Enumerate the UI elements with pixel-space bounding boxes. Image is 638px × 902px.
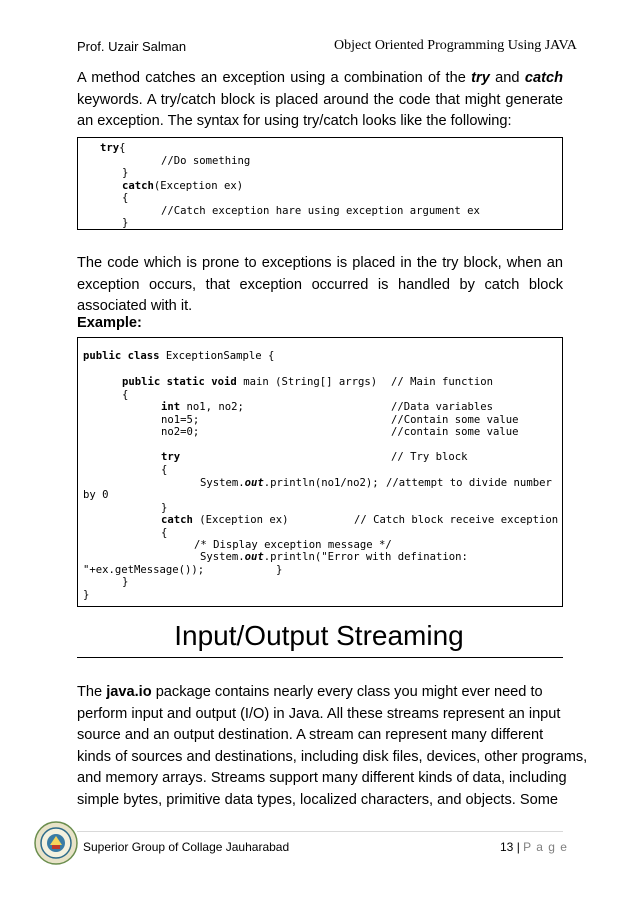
- header-course-title: Object Oriented Programming Using JAVA: [334, 38, 577, 53]
- intro-paragraph: A method catches an exception using a combination of the try and catch keywords. A try/catch block is placed around the code that might generate an exception. The syntax for using try/catch looks like the following:: [77, 70, 563, 130]
- header-author: Prof. Uzair Salman: [77, 39, 187, 54]
- example-label: Example:: [77, 315, 142, 331]
- section-divider: [77, 657, 563, 658]
- section-title: Input/Output Streaming: [174, 620, 464, 651]
- footer-divider: [77, 831, 563, 832]
- college-logo-icon: [34, 821, 78, 865]
- example-code-block: public class ExceptionSample { public static void main (String[] arrgs) // Main function { int no1, no2; //Data variables no1=5; //Contain some value no2=0; //contain some value try // Try block { System.out.println(no1/no2); //attempt to divide number by 0 } catch (Exception ex) // Catch block receive exception { /* Display exception message */ System.out.println("Error with defination: "+ex.getMessage()); } } }: [77, 337, 563, 607]
- explanation-paragraph: The code which is prone to exceptions is placed in the try block, when an exception occurs, that exception occurred is handled by catch block associated with it.: [77, 255, 563, 315]
- syntax-code-block: try{ //Do something } catch(Exception ex) { //Catch exception hare using exception argument ex }: [77, 137, 563, 230]
- footer-institution: Superior Group of Collage Jauharabad: [83, 840, 290, 854]
- footer-page-number: 13 | P a g e: [500, 840, 568, 854]
- io-paragraph: The java.io package contains nearly every class you might ever need to perform input and output (I/O) in Java. All these streams represent an input source and an output destination. A stream can represent many different kinds of sources and destinations, including disk files, devices, other programs, and memory arrays. Streams support many different kinds of data, including simple bytes, primitive data types, localized characters, and objects. Some: [77, 684, 588, 808]
